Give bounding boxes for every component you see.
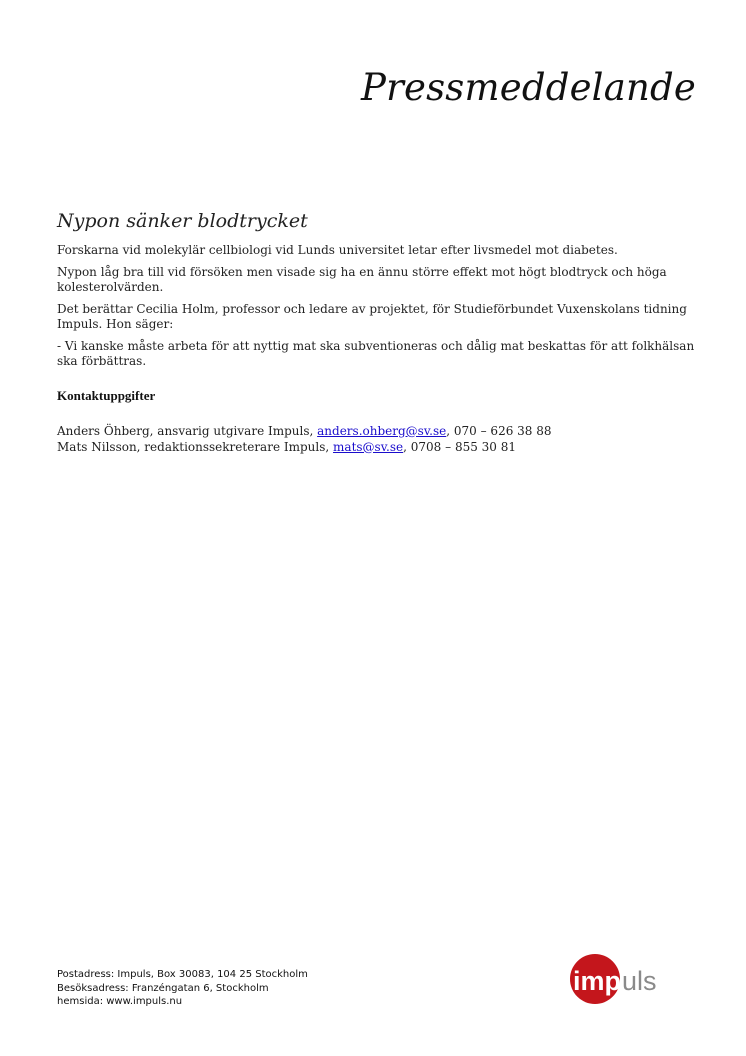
contact-name: Anders Öhberg, ansvarig utgivare Impuls,: [57, 423, 318, 438]
email-link[interactable]: mats@sv.se: [333, 439, 404, 454]
footer-postal-address: Postadress: Impuls, Box 30083, 104 25 Stockholm: [57, 969, 308, 980]
footer-visit-address: Besöksadress: Franzéngatan 6, Stockholm: [57, 982, 269, 994]
email-link[interactable]: anders.ohberg@sv.se: [317, 423, 447, 438]
article: [57, 208, 697, 455]
contact-name: Mats Nilsson, redaktionssekreterare Impuls,: [57, 439, 334, 454]
logo-text-light: imp: [573, 966, 622, 996]
impuls-logo: [568, 950, 668, 1008]
contact-line: [57, 423, 697, 439]
page-title: Pressmeddelande: [360, 66, 696, 109]
contact-phone: , 0708 – 855 30 81: [403, 439, 517, 454]
logo-text-dark: uls: [622, 966, 657, 996]
contact-line: [57, 439, 697, 455]
article-paragraph: Forskarna vid molekylär cellbiologi vid Lunds universitet letar efter livsmedel mot diabetes.: [57, 243, 618, 257]
contact-heading: Kontaktuppgifter: [57, 387, 156, 403]
contact-phone: , 070 – 626 38 88: [446, 423, 552, 438]
article-paragraph: - Vi kanske måste arbeta för att nyttig mat ska subventioneras och dålig mat beskattas för att folkhälsan ska förbättras.: [57, 338, 695, 368]
footer-website: hemsida: www.impuls.nu: [57, 996, 183, 1007]
article-title: Nypon sänker blodtrycket: [57, 210, 308, 232]
article-paragraph: Det berättar Cecilia Holm, professor och ledare av projektet, för Studieförbundet Vuxenskolans tidning Impuls. Hon säger:: [57, 301, 687, 331]
footer: [57, 968, 308, 1009]
article-paragraph: Nypon låg bra till vid försöken men visade sig ha en ännu större effekt mot högt blodtryck och höga kolesterolvärden.: [57, 264, 667, 294]
